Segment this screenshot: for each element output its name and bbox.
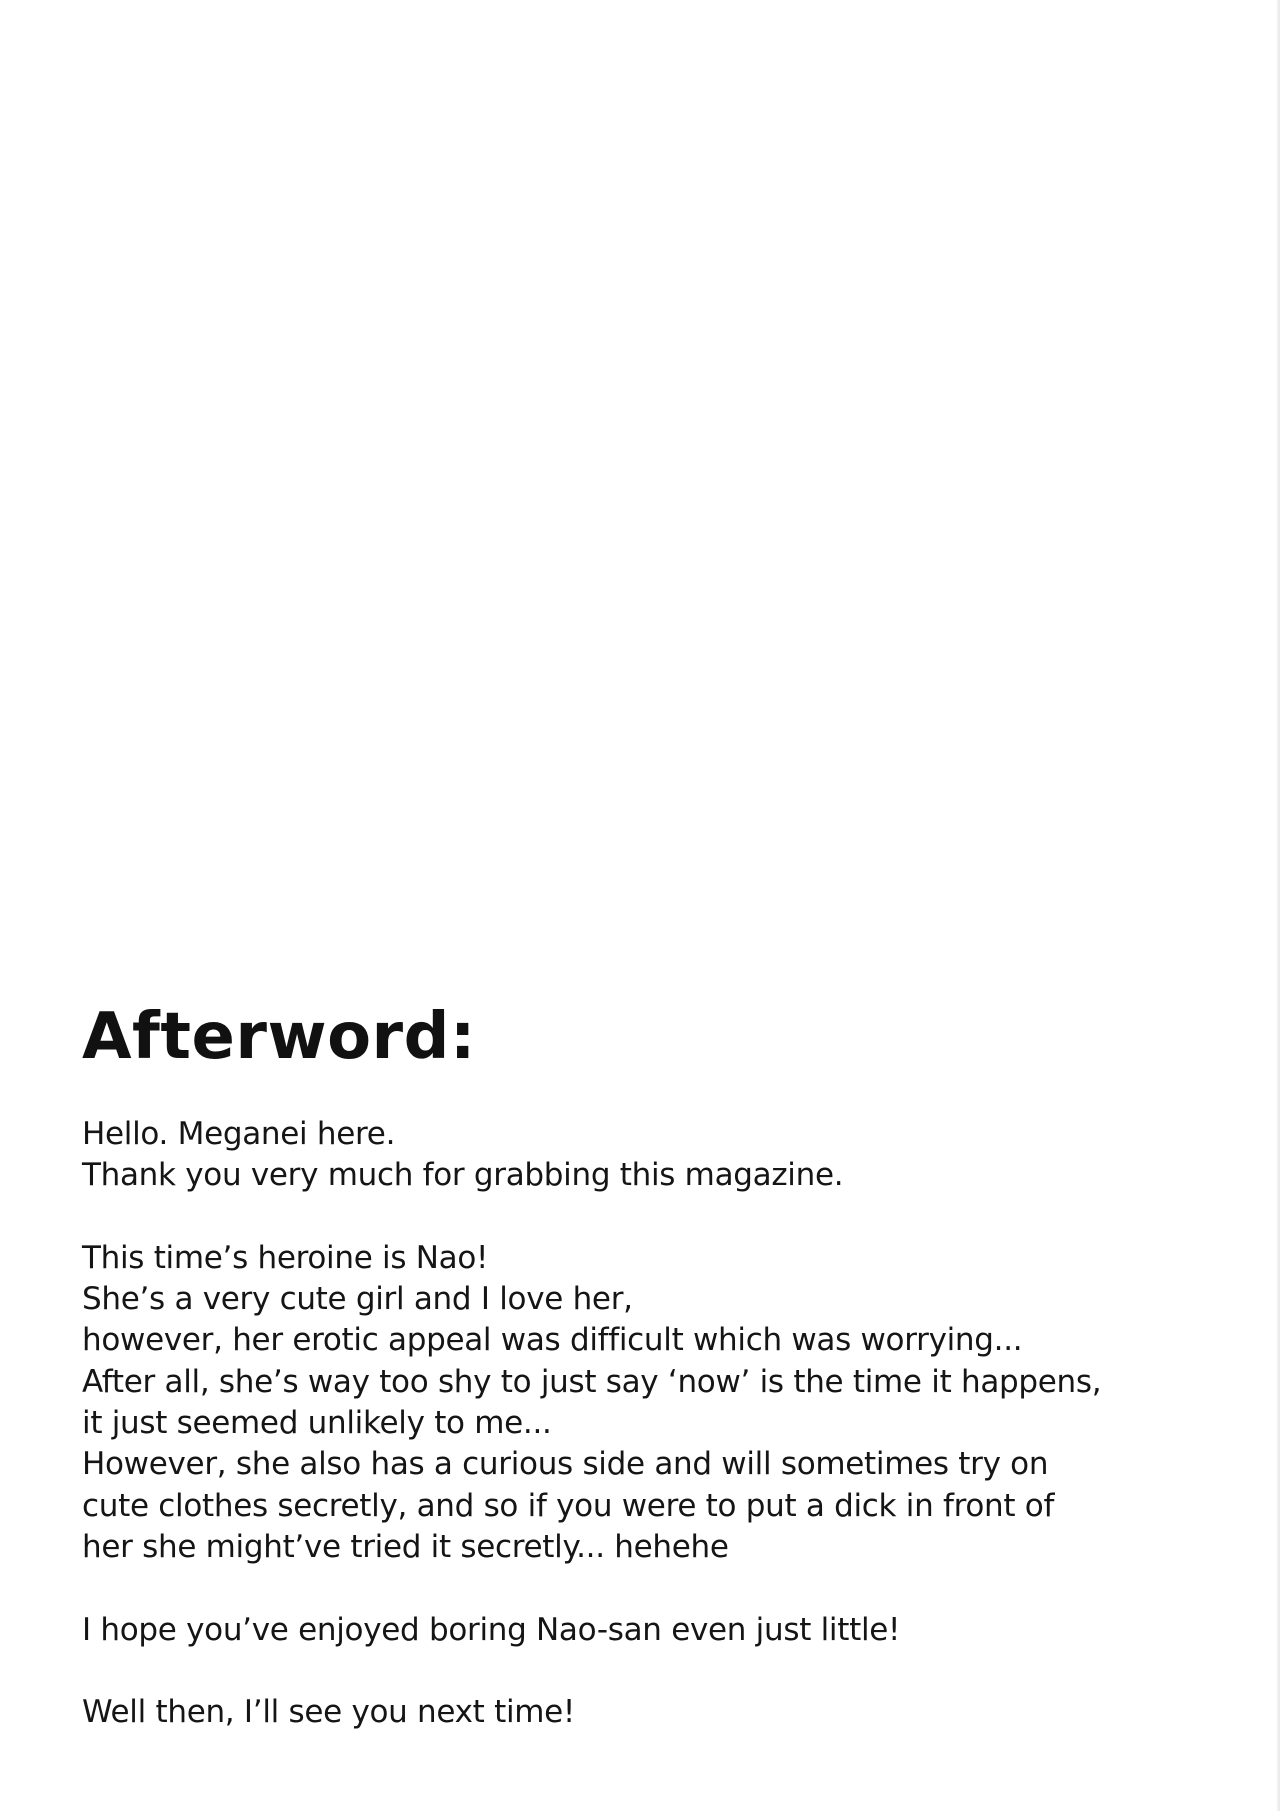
text-line: her she might’ve tried it secretly... hehehe [82,1528,729,1565]
text-line: Thank you very much for grabbing this magazine. [82,1157,844,1194]
text-line: After all, she’s way too shy to just say ‘now’ is the time it happens, [82,1363,1102,1400]
page-title: Afterword: [82,1000,476,1074]
text-line: however, her erotic appeal was difficult which was worrying... [82,1322,1023,1359]
text-line: Well then, I’ll see you next time! [82,1694,576,1731]
text-line: This time’s heroine is Nao! [82,1239,489,1276]
paragraph-gap [82,1568,1212,1609]
text-line: I hope you’ve enjoyed boring Nao-san even just little! [82,1611,901,1648]
text-line: She’s a very cute girl and I love her, [82,1281,633,1318]
paragraph-gap [82,1197,1212,1238]
afterword-body [82,1114,1212,1733]
text-line: it just seemed unlikely to me... [82,1405,552,1442]
text-line: However, she also has a curious side and will sometimes try on [82,1446,1049,1483]
paragraph-gap [82,1651,1212,1692]
text-line: Hello. Meganei here. [82,1116,396,1152]
text-line: cute clothes secretly, and so if you were to put a dick in front of [82,1487,1055,1524]
